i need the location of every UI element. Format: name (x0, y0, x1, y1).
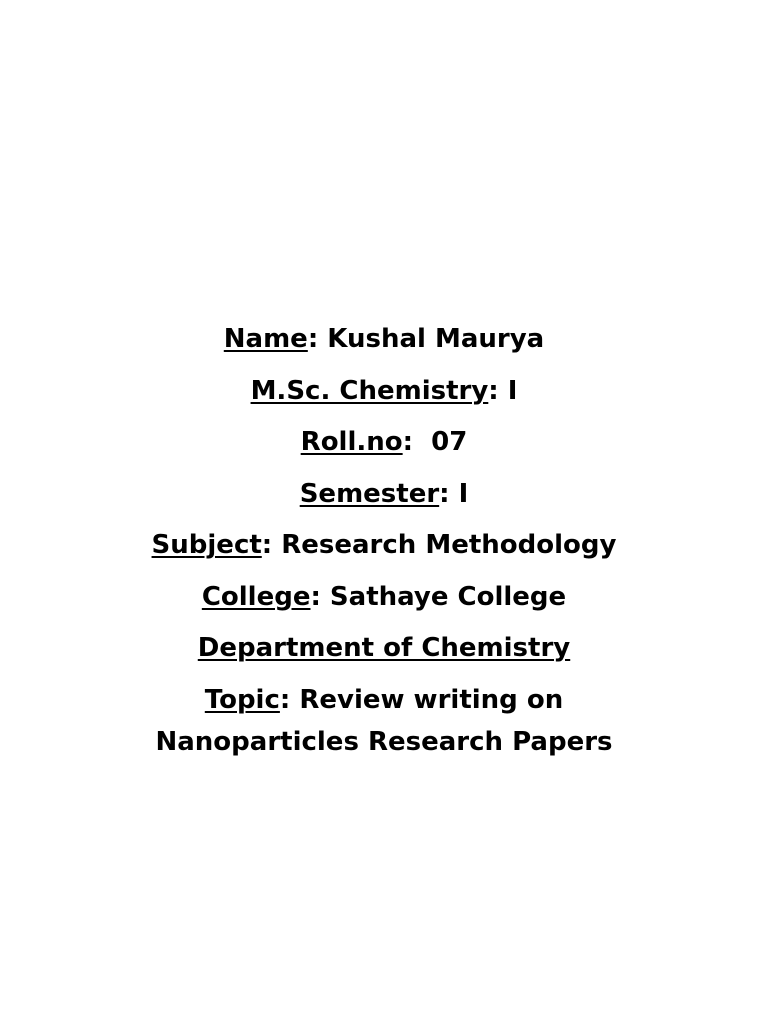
roll-label: Roll.no (300, 427, 403, 457)
subject-label: Subject (151, 530, 262, 560)
college-label: College (201, 581, 311, 612)
program-label: M.Sc. Chemistry (250, 375, 489, 406)
college-value: : Sathaye College (310, 581, 567, 612)
roll-line (0, 421, 768, 473)
subject-value: : Research Methodology (261, 530, 617, 560)
semester-line (0, 473, 768, 525)
title-block (0, 318, 768, 763)
semester-label: Semester (299, 478, 440, 509)
topic-line (104, 679, 664, 763)
subject-line (0, 524, 768, 576)
roll-value: : 07 (402, 427, 468, 457)
department-label: Department of Chemistry (197, 633, 571, 663)
topic-label: Topic (204, 684, 280, 715)
name-label: Name (223, 324, 308, 354)
department-line (0, 627, 768, 679)
semester-value: : I (439, 478, 469, 509)
topic-value: : Review writing on Nanoparticles Research Papers (155, 684, 613, 757)
name-value: : Kushal Maurya (307, 324, 545, 354)
program-line (0, 370, 768, 422)
name-line (0, 318, 768, 370)
program-value: : I (488, 375, 518, 406)
college-line (0, 576, 768, 628)
